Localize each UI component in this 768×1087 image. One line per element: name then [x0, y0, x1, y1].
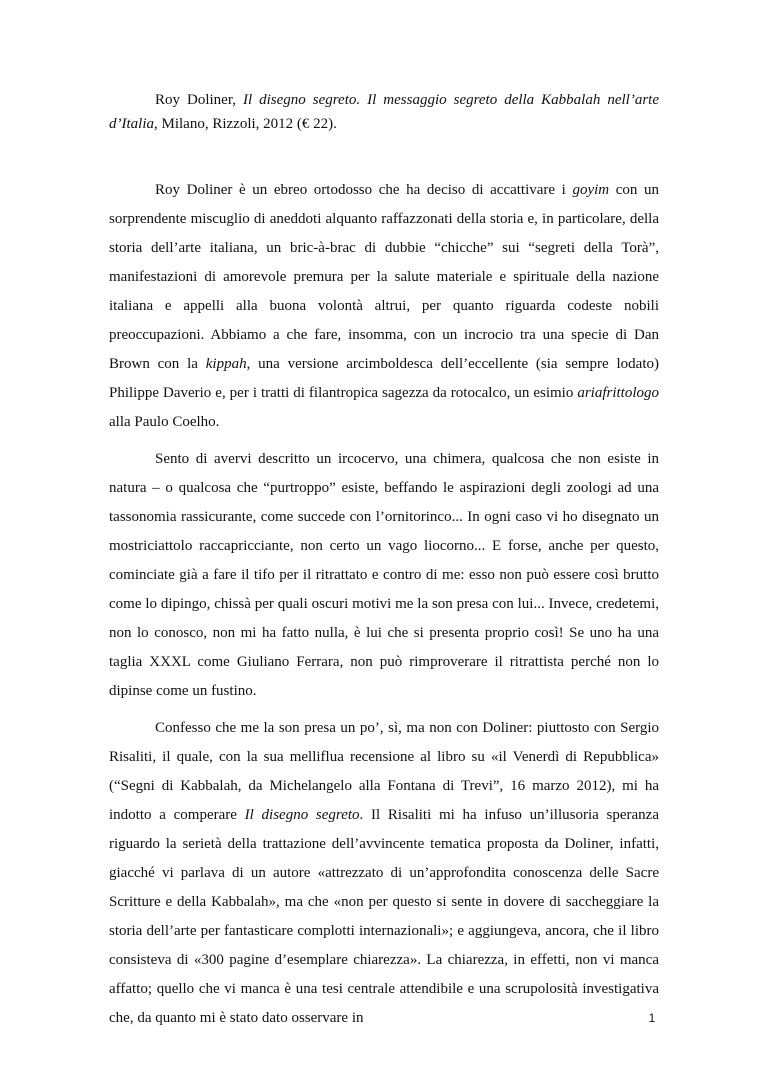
paragraph-3 [109, 714, 659, 1033]
paragraph-1-text: Roy Doliner è un ebreo ortodosso che ha deciso di accattivare i [155, 182, 573, 198]
paragraph-1-italic-kippah: kippah [205, 356, 247, 372]
paragraph-1 [109, 176, 659, 437]
paragraph-3-italic-book-title: Il disegno segreto [244, 807, 360, 823]
citation-book-title: Il disegno segreto. Il messaggio segreto della Kabbalah nell’arte d’Italia [109, 92, 659, 132]
paragraph-1-text: con un sorprendente miscuglio di aneddoti alquanto raffazzonati della storia e, in particolare, della storia dell’arte italiana, un bric-à-brac di dubbie “chicche” sui “segreti della Torà”, manifestazioni di amorevole premura per la salute materiale e spirituale della nazione italiana e appelli alla buona volontà altrui, per quanto riguarda codeste nobili preoccupazioni. Abbiamo a che fare, insomma, con un incrocio tra una specie di Dan Brown con la [109, 182, 659, 372]
citation-author: Roy Doliner, [155, 92, 243, 108]
book-citation [109, 88, 659, 136]
citation-paragraph [109, 88, 659, 136]
paragraph-3-text: . Il Risaliti mi ha infuso un’illusoria speranza riguardo la serietà della trattazione dell’avvincente tematica proposta da Doliner, infatti, giacché vi parlava di un autore «attrezzato di un’approfondita conoscenza delle Sacre Scritture e della Kabbalah», ma che «non per questo si sente in dovere di saccheggiare la storia dell’arte per fantasticare complotti internazionali»; e aggiungeva, ancora, che il libro consisteva di «300 pagine d’esemplare chiarezza». La chiarezza, in effetti, non vi manca affatto; quello che vi manca è una tesi centrale attendibile e una scrupolosità investigativa che, da quanto mi è stato dato osservare in [109, 807, 659, 1026]
page-number: 1 [648, 1011, 656, 1025]
paragraph-1-text: alla Paulo Coelho. [109, 414, 220, 430]
review-body [109, 176, 659, 1033]
paragraph-3-text: Confesso che me la son presa un po’, sì, ma non con Doliner: piuttosto con Sergio Risaliti, il quale, con la sua melliflua recensione al libro su «il Venerdì di Repubblica» (“Segni di Kabbalah, da Michelangelo alla Fontana di Trevi”, 16 marzo 2012), mi ha indotto a comperare [109, 720, 659, 823]
paragraph-1-italic-ariafrittologo: ariafrittologo [577, 385, 659, 401]
paragraph-1-italic-goyim: goyim [572, 182, 610, 198]
citation-publication-info: , Milano, Rizzoli, 2012 (€ 22). [154, 116, 337, 132]
paragraph-2: Sento di avervi descritto un ircocervo, una chimera, qualcosa che non esiste in natura – o qualcosa che “purtroppo” esiste, beffando le aspirazioni degli zoologi ad una tassonomia rassicurante, come succede con l’ornitorinco... In ogni caso vi ho disegnato un mostriciattolo raccapricciante, non certo un vago liocorno... E forse, anche per questo, cominciate già a fare il tifo per il ritrattato e contro di me: esso non può essere così brutto come lo dipingo, chissà per quali oscuri motivi me la son presa con lui... Invece, credetemi, non lo conosco, non mi ha fatto nulla, è lui che si presenta proprio così! Se uno ha una taglia XXXL come Giuliano Ferrara, non può rimproverare il ritrattista perché non lo dipinse come un fustino. [109, 451, 659, 699]
paragraph-1-text: , una versione arcimboldesca dell’eccellente (sia sempre lodato) Philippe Daverio e, per i tratti di filantropica sagezza da rotocalco, un esimio [109, 356, 659, 401]
